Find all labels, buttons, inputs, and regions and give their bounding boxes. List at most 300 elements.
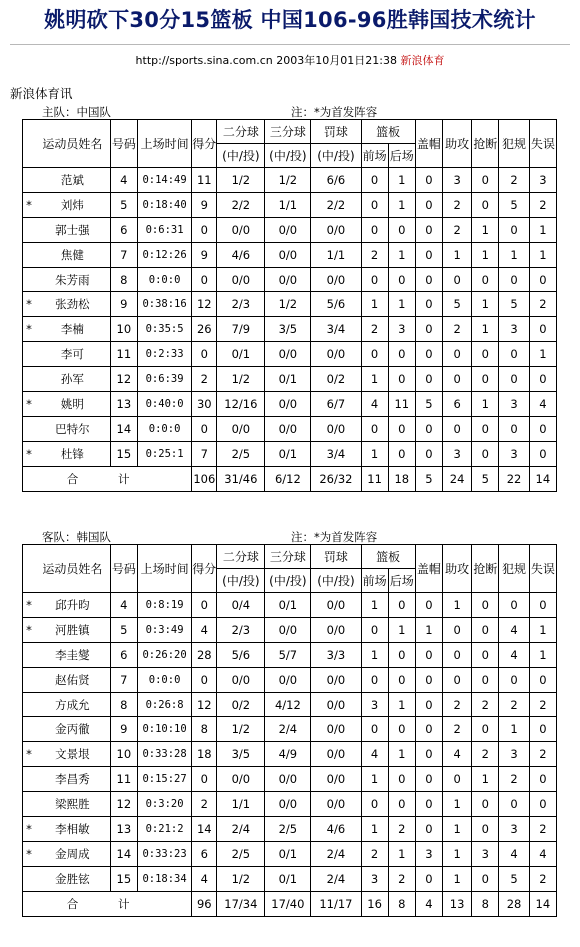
player-assists: 2 — [443, 192, 472, 217]
header-rebounds: 篮板 — [361, 545, 415, 569]
player-minutes: 0:0:0 — [137, 267, 191, 292]
header-steals: 抢断 — [472, 120, 499, 168]
player-number: 8 — [110, 692, 137, 717]
player-steals: 0 — [472, 416, 499, 441]
player-assists: 2 — [443, 692, 472, 717]
header-minutes: 上场时间 — [137, 120, 191, 168]
player-defensive-rebounds: 2 — [388, 817, 415, 842]
player-row — [23, 817, 557, 842]
player-name: 金胜铉 — [35, 866, 110, 891]
meta-url[interactable]: http://sports.sina.com.cn — [135, 54, 273, 67]
player-row — [23, 841, 557, 866]
player-number: 15 — [110, 441, 137, 466]
player-assists: 3 — [443, 441, 472, 466]
player-name: 河胜镇 — [35, 617, 110, 642]
header-fouls: 犯规 — [499, 545, 529, 593]
player-blocks: 0 — [415, 441, 442, 466]
player-row — [23, 692, 557, 717]
player-blocks: 0 — [415, 242, 442, 267]
header-two-point: 二分球 — [217, 545, 265, 569]
player-fouls: 4 — [499, 617, 529, 642]
starter-mark: * — [23, 593, 36, 618]
header-free-throw-sub: (中/投) — [311, 144, 361, 168]
player-points: 0 — [192, 416, 217, 441]
player-blocks: 0 — [415, 342, 442, 367]
player-minutes: 0:18:40 — [137, 192, 191, 217]
player-name: 梁熙胜 — [35, 792, 110, 817]
player-defensive-rebounds: 1 — [388, 617, 415, 642]
player-defensive-rebounds: 1 — [388, 841, 415, 866]
player-name: 孙军 — [35, 367, 110, 392]
player-points: 18 — [192, 742, 217, 767]
player-three-point: 3/5 — [265, 317, 311, 342]
player-points: 12 — [192, 692, 217, 717]
player-three-point: 0/0 — [265, 416, 311, 441]
player-row — [23, 642, 557, 667]
player-three-point: 4/9 — [265, 742, 311, 767]
player-three-point: 0/0 — [265, 617, 311, 642]
player-blocks: 0 — [415, 717, 442, 742]
player-fouls: 4 — [499, 841, 529, 866]
player-free-throw: 6/7 — [311, 392, 361, 417]
player-two-point: 0/0 — [217, 667, 265, 692]
player-number: 9 — [110, 292, 137, 317]
player-assists: 1 — [443, 866, 472, 891]
player-steals: 0 — [472, 441, 499, 466]
starter-mark — [23, 242, 36, 267]
player-name: 金周成 — [35, 841, 110, 866]
player-name: 赵佑贤 — [35, 667, 110, 692]
away-starter-note: 注：*为首发阵容 — [291, 530, 378, 544]
totals-label: 合 计 — [66, 896, 148, 911]
player-turnovers: 0 — [529, 593, 556, 618]
player-points: 7 — [192, 441, 217, 466]
player-row — [23, 367, 557, 392]
player-fouls: 0 — [499, 792, 529, 817]
player-row — [23, 617, 557, 642]
player-two-point: 5/6 — [217, 642, 265, 667]
player-free-throw: 3/4 — [311, 441, 361, 466]
player-turnovers: 0 — [529, 441, 556, 466]
player-blocks: 0 — [415, 192, 442, 217]
player-offensive-rebounds: 1 — [361, 817, 388, 842]
player-steals: 2 — [472, 692, 499, 717]
header-assists: 助攻 — [443, 545, 472, 593]
starter-mark — [23, 792, 36, 817]
player-name: 范斌 — [35, 168, 110, 193]
player-three-point: 1/2 — [265, 168, 311, 193]
total-stl: 8 — [472, 891, 499, 916]
player-offensive-rebounds: 1 — [361, 593, 388, 618]
player-row — [23, 667, 557, 692]
player-defensive-rebounds: 0 — [388, 342, 415, 367]
player-turnovers: 2 — [529, 817, 556, 842]
player-number: 8 — [110, 267, 137, 292]
player-three-point: 1/1 — [265, 192, 311, 217]
player-two-point: 0/4 — [217, 593, 265, 618]
total-to: 14 — [529, 891, 556, 916]
player-three-point: 0/0 — [265, 767, 311, 792]
player-points: 9 — [192, 192, 217, 217]
player-row — [23, 767, 557, 792]
player-row — [23, 717, 557, 742]
player-points: 2 — [192, 792, 217, 817]
player-blocks: 0 — [415, 416, 442, 441]
player-three-point: 2/5 — [265, 817, 311, 842]
player-number: 5 — [110, 192, 137, 217]
player-defensive-rebounds: 0 — [388, 792, 415, 817]
player-offensive-rebounds: 1 — [361, 367, 388, 392]
player-assists: 1 — [443, 242, 472, 267]
player-fouls: 0 — [499, 367, 529, 392]
player-fouls: 0 — [499, 267, 529, 292]
header-blocks: 盖帽 — [415, 120, 442, 168]
total-dreb: 18 — [388, 466, 415, 491]
starter-mark — [23, 767, 36, 792]
player-two-point: 2/2 — [217, 192, 265, 217]
player-two-point: 12/16 — [217, 392, 265, 417]
header-free-throw: 罚球 — [311, 545, 361, 569]
page-title: 姚明砍下30分15篮板 中国106-96胜韩国技术统计 — [44, 8, 536, 32]
player-number: 11 — [110, 342, 137, 367]
player-fouls: 5 — [499, 866, 529, 891]
player-number: 4 — [110, 593, 137, 618]
player-points: 14 — [192, 817, 217, 842]
header-number: 号码 — [110, 120, 137, 168]
player-name: 焦健 — [35, 242, 110, 267]
starter-mark: * — [23, 817, 36, 842]
player-two-point: 2/3 — [217, 617, 265, 642]
starter-mark — [23, 217, 36, 242]
player-steals: 0 — [472, 667, 499, 692]
player-defensive-rebounds: 1 — [388, 292, 415, 317]
player-turnovers: 1 — [529, 242, 556, 267]
header-three-point: 三分球 — [265, 120, 311, 144]
player-free-throw: 0/0 — [311, 667, 361, 692]
player-defensive-rebounds: 1 — [388, 742, 415, 767]
player-minutes: 0:6:39 — [137, 367, 191, 392]
starter-mark — [23, 342, 36, 367]
player-three-point: 0/0 — [265, 392, 311, 417]
total-fg2: 17/34 — [217, 891, 265, 916]
player-steals: 0 — [472, 717, 499, 742]
player-name: 邱升昀 — [35, 593, 110, 618]
player-two-point: 1/2 — [217, 717, 265, 742]
player-turnovers: 0 — [529, 317, 556, 342]
article-meta — [0, 54, 580, 68]
player-fouls: 2 — [499, 692, 529, 717]
player-assists: 2 — [443, 317, 472, 342]
player-name: 方成允 — [35, 692, 110, 717]
starter-mark: * — [23, 742, 36, 767]
player-free-throw: 3/3 — [311, 642, 361, 667]
header-turnovers: 失误 — [529, 120, 556, 168]
player-three-point: 0/1 — [265, 593, 311, 618]
player-row — [23, 392, 557, 417]
player-blocks: 0 — [415, 168, 442, 193]
away-stats-table — [22, 544, 557, 917]
player-fouls: 1 — [499, 717, 529, 742]
player-fouls: 0 — [499, 217, 529, 242]
starter-mark — [23, 642, 36, 667]
player-offensive-rebounds: 0 — [361, 168, 388, 193]
header-number: 号码 — [110, 545, 137, 593]
player-two-point: 2/4 — [217, 817, 265, 842]
header-name: 运动员姓名 — [35, 545, 110, 593]
player-defensive-rebounds: 0 — [388, 267, 415, 292]
player-free-throw: 0/0 — [311, 692, 361, 717]
player-points: 28 — [192, 642, 217, 667]
player-turnovers: 1 — [529, 342, 556, 367]
player-free-throw: 0/0 — [311, 717, 361, 742]
player-turnovers: 0 — [529, 667, 556, 692]
player-blocks: 0 — [415, 742, 442, 767]
player-minutes: 0:26:8 — [137, 692, 191, 717]
player-free-throw: 0/2 — [311, 367, 361, 392]
player-blocks: 5 — [415, 392, 442, 417]
starter-mark — [23, 416, 36, 441]
header-rebounds: 篮板 — [361, 120, 415, 144]
header-free-throw: 罚球 — [311, 120, 361, 144]
player-minutes: 0:0:0 — [137, 667, 191, 692]
player-turnovers: 0 — [529, 416, 556, 441]
player-name: 朱芳雨 — [35, 267, 110, 292]
player-blocks: 0 — [415, 692, 442, 717]
player-steals: 0 — [472, 168, 499, 193]
player-offensive-rebounds: 1 — [361, 642, 388, 667]
header-two-point-sub: (中/投) — [217, 144, 265, 168]
home-team-label: 主队：中国队 — [42, 105, 111, 119]
player-steals: 0 — [472, 642, 499, 667]
player-free-throw: 4/6 — [311, 817, 361, 842]
player-points: 30 — [192, 392, 217, 417]
player-free-throw: 0/0 — [311, 617, 361, 642]
player-steals: 0 — [472, 367, 499, 392]
player-minutes: 0:15:27 — [137, 767, 191, 792]
player-name: 巴特尔 — [35, 416, 110, 441]
player-assists: 1 — [443, 841, 472, 866]
player-row — [23, 441, 557, 466]
player-free-throw: 0/0 — [311, 217, 361, 242]
starter-mark: * — [23, 192, 36, 217]
player-two-point: 1/2 — [217, 866, 265, 891]
header-free-throw-sub: (中/投) — [311, 569, 361, 593]
starter-mark: * — [23, 317, 36, 342]
starter-mark — [23, 866, 36, 891]
total-ast: 24 — [443, 466, 472, 491]
player-defensive-rebounds: 0 — [388, 593, 415, 618]
player-blocks: 0 — [415, 642, 442, 667]
player-row — [23, 593, 557, 618]
player-points: 9 — [192, 242, 217, 267]
player-blocks: 0 — [415, 317, 442, 342]
player-three-point: 0/0 — [265, 342, 311, 367]
player-fouls: 5 — [499, 292, 529, 317]
header-name: 运动员姓名 — [35, 120, 110, 168]
player-two-point: 1/2 — [217, 168, 265, 193]
player-free-throw: 1/1 — [311, 242, 361, 267]
player-turnovers: 1 — [529, 217, 556, 242]
player-assists: 0 — [443, 416, 472, 441]
player-blocks: 1 — [415, 617, 442, 642]
player-fouls: 3 — [499, 817, 529, 842]
home-starter-note: 注：*为首发阵容 — [291, 105, 378, 119]
player-offensive-rebounds: 0 — [361, 342, 388, 367]
player-points: 0 — [192, 593, 217, 618]
player-defensive-rebounds: 0 — [388, 367, 415, 392]
player-three-point: 4/12 — [265, 692, 311, 717]
player-assists: 2 — [443, 717, 472, 742]
player-offensive-rebounds: 0 — [361, 617, 388, 642]
player-points: 8 — [192, 717, 217, 742]
player-defensive-rebounds: 11 — [388, 392, 415, 417]
player-blocks: 0 — [415, 792, 442, 817]
header-points: 得分 — [192, 545, 217, 593]
player-minutes: 0:14:49 — [137, 168, 191, 193]
player-three-point: 2/4 — [265, 717, 311, 742]
player-points: 4 — [192, 617, 217, 642]
player-blocks: 0 — [415, 817, 442, 842]
player-minutes: 0:18:34 — [137, 866, 191, 891]
player-blocks: 0 — [415, 292, 442, 317]
player-assists: 1 — [443, 817, 472, 842]
player-defensive-rebounds: 1 — [388, 168, 415, 193]
header-minutes: 上场时间 — [137, 545, 191, 593]
player-free-throw: 6/6 — [311, 168, 361, 193]
player-steals: 1 — [472, 292, 499, 317]
player-free-throw: 2/4 — [311, 841, 361, 866]
player-two-point: 0/1 — [217, 342, 265, 367]
player-turnovers: 0 — [529, 267, 556, 292]
player-two-point: 0/2 — [217, 692, 265, 717]
player-two-point: 0/0 — [217, 217, 265, 242]
player-free-throw: 3/4 — [311, 317, 361, 342]
player-steals: 1 — [472, 317, 499, 342]
player-name: 张劲松 — [35, 292, 110, 317]
player-offensive-rebounds: 1 — [361, 292, 388, 317]
player-free-throw: 0/0 — [311, 742, 361, 767]
player-offensive-rebounds: 1 — [361, 767, 388, 792]
player-minutes: 0:38:16 — [137, 292, 191, 317]
totals-label: 合 计 — [66, 471, 148, 486]
player-points: 6 — [192, 841, 217, 866]
player-turnovers: 4 — [529, 392, 556, 417]
player-points: 2 — [192, 367, 217, 392]
total-pts: 96 — [192, 891, 217, 916]
player-row — [23, 342, 557, 367]
player-two-point: 7/9 — [217, 317, 265, 342]
player-steals: 0 — [472, 617, 499, 642]
player-name: 李昌秀 — [35, 767, 110, 792]
player-defensive-rebounds: 0 — [388, 667, 415, 692]
player-row — [23, 292, 557, 317]
player-blocks: 0 — [415, 217, 442, 242]
player-offensive-rebounds: 0 — [361, 667, 388, 692]
player-two-point: 1/2 — [217, 367, 265, 392]
player-blocks: 0 — [415, 367, 442, 392]
header-three-point-sub: (中/投) — [265, 144, 311, 168]
player-steals: 0 — [472, 342, 499, 367]
player-three-point: 0/1 — [265, 841, 311, 866]
player-three-point: 0/1 — [265, 441, 311, 466]
player-offensive-rebounds: 2 — [361, 841, 388, 866]
player-defensive-rebounds: 1 — [388, 192, 415, 217]
header-defensive-rebounds: 后场 — [388, 569, 415, 593]
player-defensive-rebounds: 0 — [388, 217, 415, 242]
player-assists: 1 — [443, 792, 472, 817]
player-two-point: 4/6 — [217, 242, 265, 267]
home-stats-table — [22, 119, 557, 492]
player-number: 10 — [110, 742, 137, 767]
player-minutes: 0:21:2 — [137, 817, 191, 842]
total-pts: 106 — [192, 466, 217, 491]
player-turnovers: 2 — [529, 192, 556, 217]
player-turnovers: 0 — [529, 367, 556, 392]
player-row — [23, 242, 557, 267]
player-free-throw: 0/0 — [311, 792, 361, 817]
player-steals: 3 — [472, 841, 499, 866]
header-blank — [23, 545, 36, 593]
total-fg3: 6/12 — [265, 466, 311, 491]
player-row — [23, 192, 557, 217]
player-assists: 2 — [443, 217, 472, 242]
total-pf: 22 — [499, 466, 529, 491]
player-steals: 1 — [472, 217, 499, 242]
player-turnovers: 2 — [529, 866, 556, 891]
header-blocks: 盖帽 — [415, 545, 442, 593]
player-row — [23, 168, 557, 193]
player-assists: 4 — [443, 742, 472, 767]
player-minutes: 0:40:0 — [137, 392, 191, 417]
player-two-point: 0/0 — [217, 767, 265, 792]
player-offensive-rebounds: 1 — [361, 441, 388, 466]
player-free-throw: 0/0 — [311, 593, 361, 618]
player-points: 26 — [192, 317, 217, 342]
player-offensive-rebounds: 2 — [361, 242, 388, 267]
meta-source[interactable]: 新浪体育 — [400, 54, 445, 67]
player-number: 12 — [110, 367, 137, 392]
player-assists: 0 — [443, 342, 472, 367]
player-steals: 0 — [472, 792, 499, 817]
player-three-point: 0/0 — [265, 792, 311, 817]
total-blk: 5 — [415, 466, 442, 491]
player-name: 文景垠 — [35, 742, 110, 767]
player-turnovers: 0 — [529, 717, 556, 742]
player-points: 11 — [192, 168, 217, 193]
player-number: 5 — [110, 617, 137, 642]
player-points: 0 — [192, 767, 217, 792]
player-row — [23, 267, 557, 292]
away-team-label: 客队：韩国队 — [42, 530, 111, 544]
header-blank — [23, 120, 36, 168]
player-defensive-rebounds: 0 — [388, 767, 415, 792]
player-name: 杜锋 — [35, 441, 110, 466]
player-three-point: 0/1 — [265, 866, 311, 891]
player-turnovers: 1 — [529, 617, 556, 642]
header-three-point: 三分球 — [265, 545, 311, 569]
player-number: 14 — [110, 416, 137, 441]
player-number: 12 — [110, 792, 137, 817]
player-three-point: 5/7 — [265, 642, 311, 667]
player-fouls: 1 — [499, 242, 529, 267]
player-number: 4 — [110, 168, 137, 193]
player-fouls: 3 — [499, 742, 529, 767]
player-minutes: 0:26:20 — [137, 642, 191, 667]
player-blocks: 0 — [415, 267, 442, 292]
header-offensive-rebounds: 前场 — [361, 569, 388, 593]
total-ft: 11/17 — [311, 891, 361, 916]
player-number: 11 — [110, 767, 137, 792]
